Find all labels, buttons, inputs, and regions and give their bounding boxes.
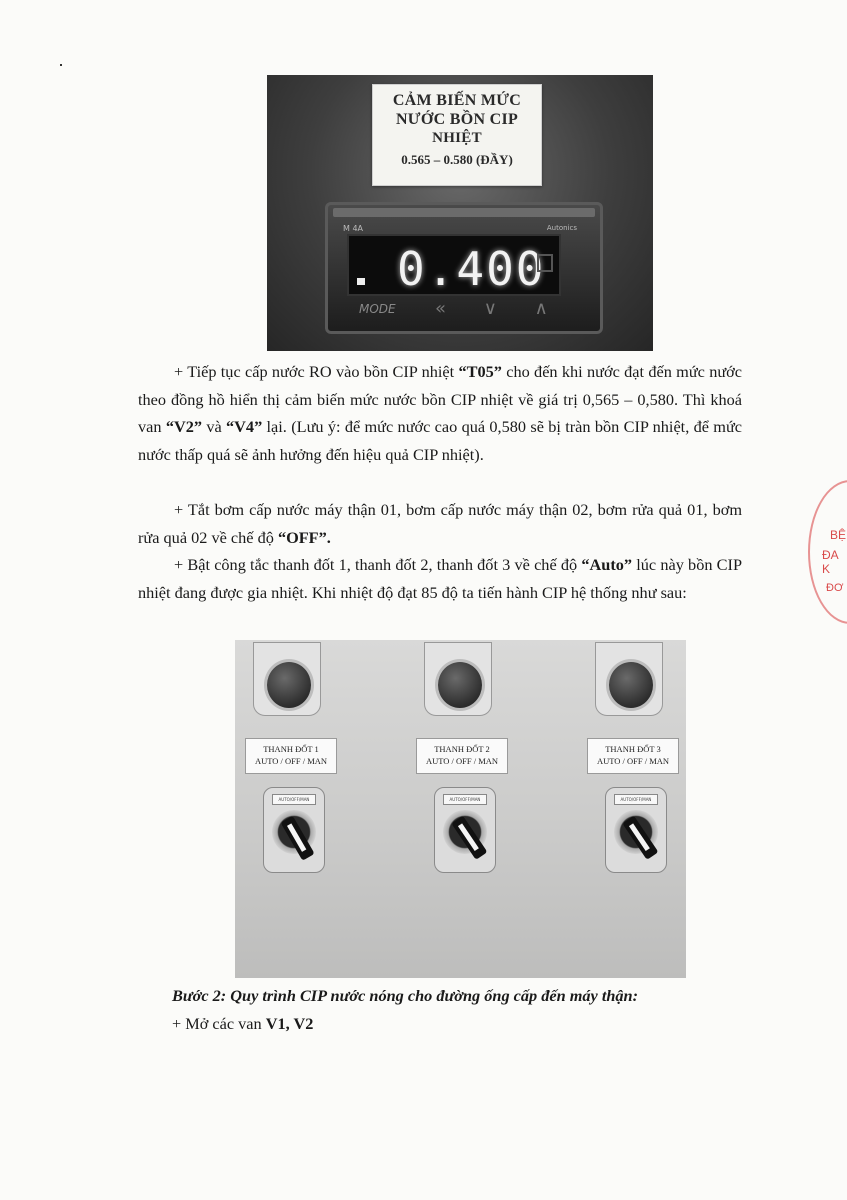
text-run: + Tắt bơm cấp nước máy thận 01, bơm cấp nước máy thận 02, bơm rửa quả 01, bơm rửa quả 02 về chế độ — [138, 500, 742, 547]
text-run: + Tiếp tục cấp nước RO vào bồn CIP nhiệt — [174, 362, 459, 381]
step2-heading: Bước 2: Quy trình CIP nước nóng cho đường ống cấp đến máy thận: — [172, 986, 639, 1005]
stamp-text: BỆ — [830, 528, 847, 542]
bold-run: “OFF”. — [277, 527, 331, 547]
lamp-lens — [264, 659, 314, 711]
switch-name: THANH ĐỐT 1 — [263, 744, 319, 754]
sensor-label-line-3: NHIỆT — [432, 130, 482, 146]
bold-run: “T05” — [458, 362, 502, 381]
scan-speck — [60, 64, 62, 66]
text-run: lúc này bồn CIP nhiệt đang được gia nhiệt. Khi nhiệt độ đạt 85 độ ta tiến hành CIP hệ thống như sau: — [138, 555, 743, 602]
sensor-label-card — [372, 84, 542, 186]
switch-tag: AUTO/OFF/MAN — [272, 794, 316, 805]
switch-label-card — [587, 738, 679, 774]
sensor-label-line-2: NƯỚC BỒN CIP — [395, 111, 519, 128]
bold-run: “V2” — [165, 417, 203, 437]
text-run: lại. (Lưu ý: để mức nước cao quá 0,580 sẽ bị tràn bồn CIP nhiệt, để mức nước thấp quá sẽ ảnh hưởng đến hiệu quả CIP nhiệt). — [138, 417, 742, 464]
paragraph-fill-water — [138, 358, 742, 468]
meter-display — [347, 234, 561, 296]
meter-unit-indicator — [537, 254, 553, 272]
switch-mode: AUTO / OFF / MAN — [425, 756, 499, 766]
text-run: cho đến khi nước đạt đến mức nước theo đồng hồ hiển thị cảm biến mức nước bồn CIP nhiệt về giá trị 0,565 – 0,580. Thì khoá van — [138, 362, 742, 437]
pilot-lamp — [253, 642, 321, 716]
sensor-label-line-1: CẢM BIẾN MỨC — [392, 92, 522, 109]
paragraph-heaters-auto — [138, 551, 742, 606]
meter-model: M 4A — [343, 224, 364, 233]
meter-bezel — [333, 208, 595, 217]
pilot-lamp — [595, 642, 663, 716]
meter-reading: 0.400 — [397, 242, 546, 296]
selector-switch — [605, 787, 667, 873]
selector-switch — [434, 787, 496, 873]
heater-switch-unit-1 — [245, 640, 365, 978]
meter-buttons: « ∨ ∧ — [435, 298, 564, 319]
meter-mode-label: MODE — [359, 302, 396, 316]
level-meter — [325, 202, 603, 334]
bold-run: V1, V2 — [265, 1014, 314, 1033]
switch-label-card — [245, 738, 337, 774]
switch-mode: AUTO / OFF / MAN — [596, 756, 670, 766]
sensor-label-range: 0.565 – 0.580 (ĐẦY) — [401, 152, 513, 167]
switch-tag: AUTO/OFF/MAN — [443, 794, 487, 805]
switch-tag: AUTO/OFF/MAN — [614, 794, 658, 805]
text-run: và — [202, 417, 227, 437]
bold-run: “Auto” — [581, 555, 633, 574]
level-sensor-photo — [267, 75, 653, 351]
meter-brand: Autonics — [546, 224, 577, 232]
heater-switch-unit-3 — [587, 640, 686, 978]
lamp-lens — [435, 659, 485, 711]
heater-switch-panel-photo — [235, 640, 686, 978]
meter-indicator-led — [357, 278, 365, 285]
step2-first-line — [172, 1014, 313, 1034]
pilot-lamp — [424, 642, 492, 716]
text-run: + Mở các van — [172, 1014, 266, 1033]
switch-name: THANH ĐỐT 2 — [434, 744, 490, 754]
switch-mode: AUTO / OFF / MAN — [254, 756, 328, 766]
stamp-text: ĐA K — [822, 548, 839, 576]
switch-label-card — [416, 738, 508, 774]
bold-run: “V4” — [226, 417, 263, 437]
stamp-text: ĐƠ — [826, 582, 844, 594]
selector-switch — [263, 787, 325, 873]
paragraph-pumps-off — [138, 496, 742, 551]
lamp-lens — [606, 659, 656, 711]
text-run: + Bật công tắc thanh đốt 1, thanh đốt 2, thanh đốt 3 về chế độ — [174, 555, 582, 574]
switch-name: THANH ĐỐT 3 — [605, 744, 661, 754]
heater-switch-unit-2 — [416, 640, 536, 978]
